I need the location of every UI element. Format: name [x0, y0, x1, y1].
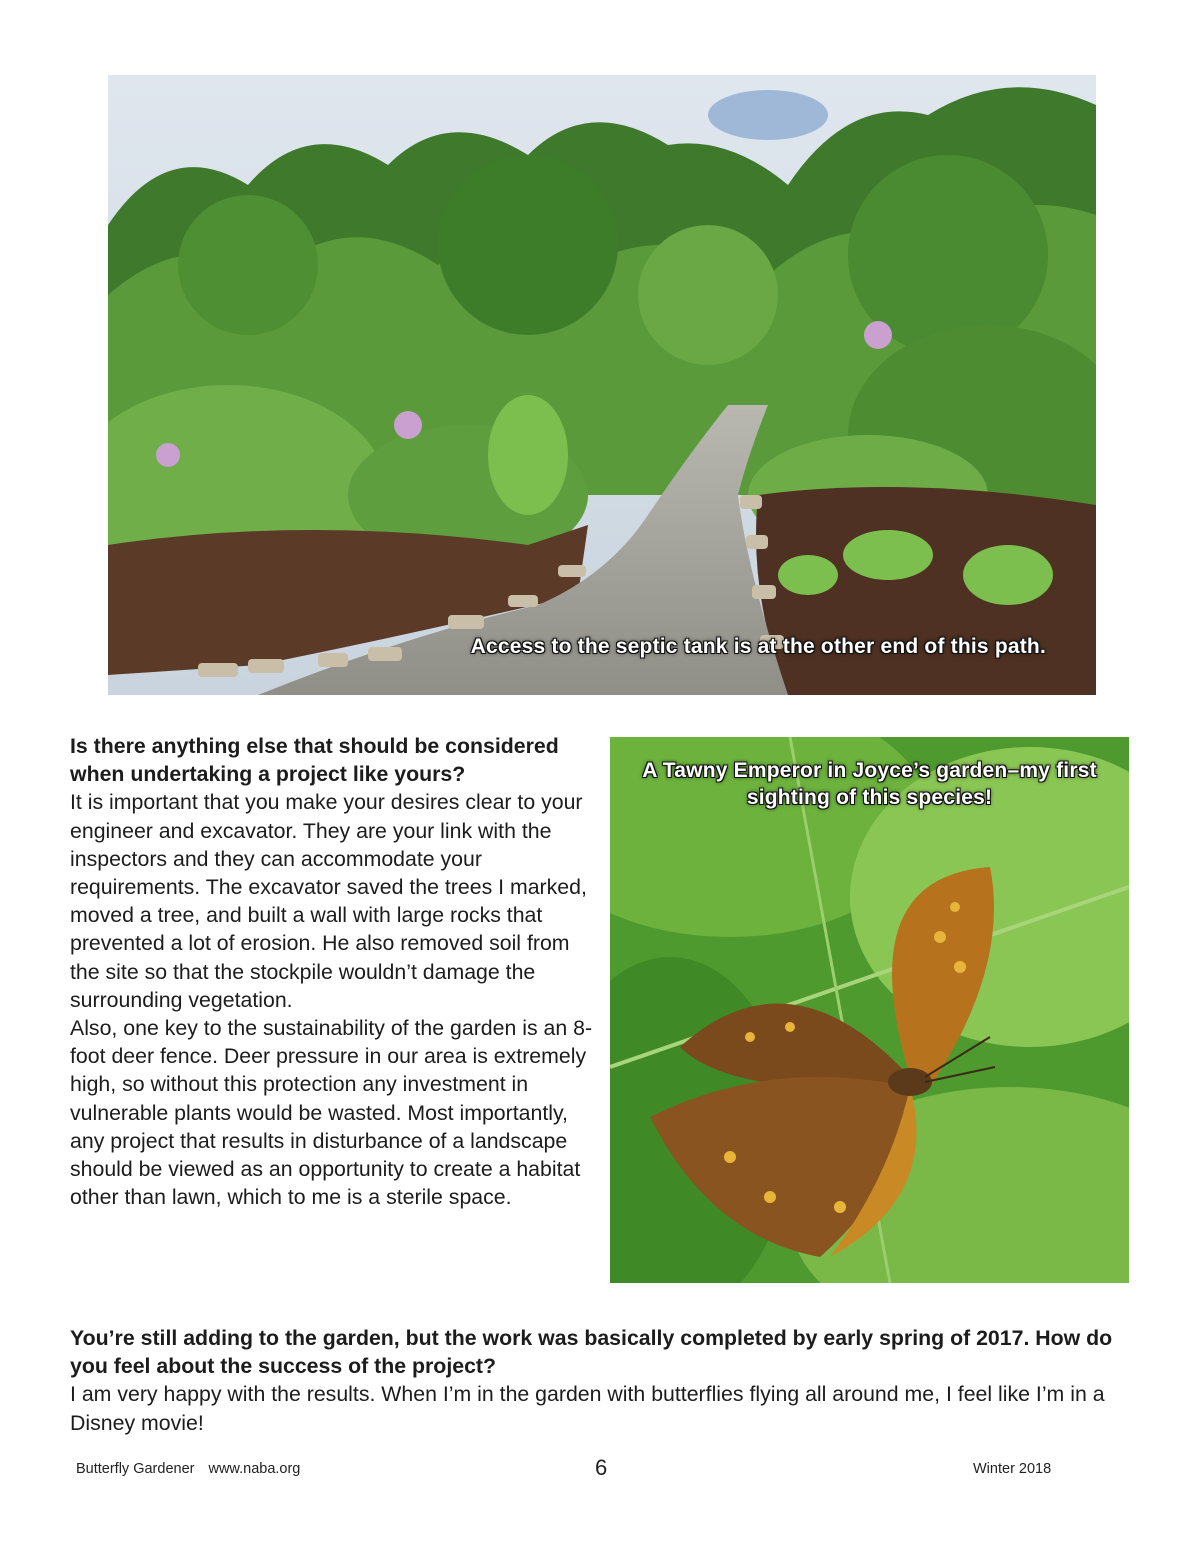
interview-section-1 [70, 732, 595, 1211]
tawny-emperor-caption: A Tawny Emperor in Joyce’s garden–my first sighting of this species! [642, 759, 1097, 809]
interview-question-2: You’re still adding to the garden, but the work was basically completed by early spring of 2017. How do you feel about the success of the project? [70, 1326, 1113, 1379]
publication-name: Butterfly Gardener [76, 1461, 195, 1477]
answer-paragraph-1: It is important that you make your desires clear to your engineer and excavator. They are your link with the inspectors and they can accommodate your requirements. The excavator saved the trees I marked, moved a tree, and built a wall with large rocks that prevented a lot of erosion. He also removed soil from the site so that the stockpile wouldn’t damage the surrounding vegetation. [70, 790, 587, 1012]
website-link[interactable]: www.naba.org [208, 1461, 301, 1477]
garden-path-image [108, 75, 1096, 695]
tawny-emperor-image [610, 737, 1129, 1283]
answer-paragraph-3: I am very happy with the results. When I’m in the garden with butterflies flying all around me, I feel like I’m in a Disney movie! [70, 1382, 1105, 1435]
tawny-emperor-photo [610, 737, 1129, 1283]
issue-date: Winter 2018 [973, 1461, 1052, 1477]
garden-path-photo [108, 75, 1096, 695]
interview-question-1: Is there anything else that should be considered when undertaking a project like yours? [70, 734, 559, 787]
garden-path-caption: Access to the septic tank is at the other end of this path. [470, 635, 1046, 658]
page-number: 6 [595, 1455, 608, 1480]
interview-section-2 [70, 1324, 1120, 1437]
answer-paragraph-2: Also, one key to the sustainability of the garden is an 8-foot deer fence. Deer pressure in our area is extremely high, so without this protection any investment in vulnerable plants would be wasted. Most importantly, any project that results in disturbance of a landscape should be viewed as an opportunity to create a habitat other than lawn, which to me is a sterile space. [70, 1016, 593, 1210]
footer-publication [76, 1461, 300, 1477]
